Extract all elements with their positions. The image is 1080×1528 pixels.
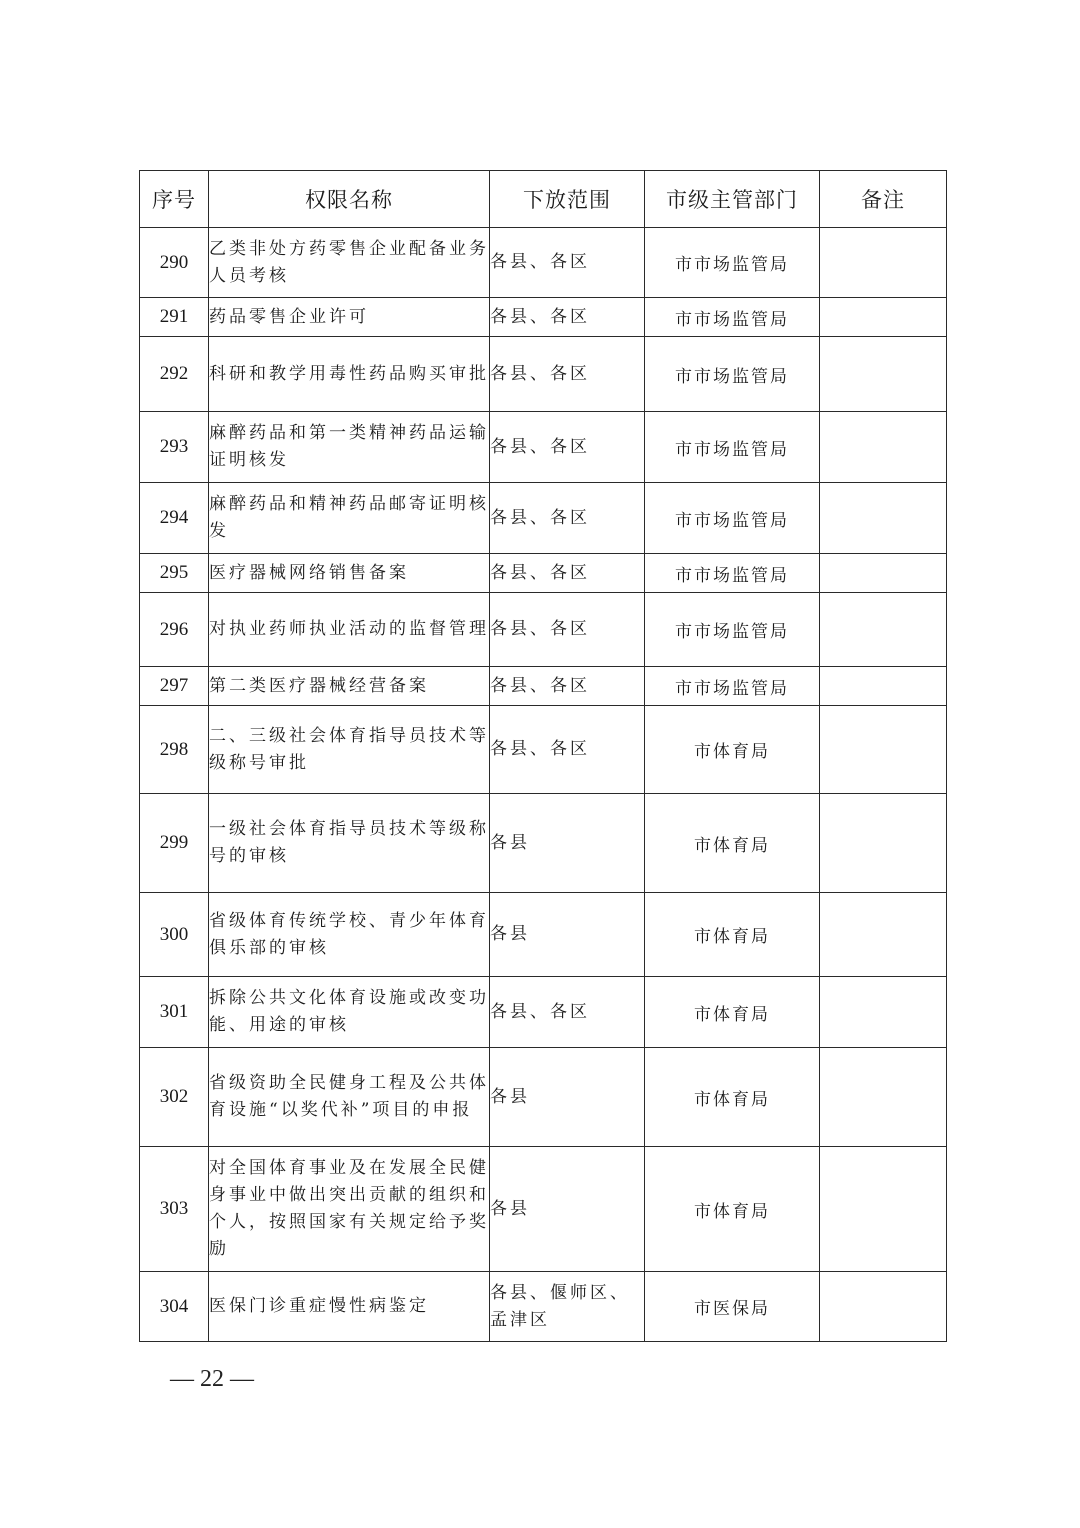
row-no: 292 bbox=[140, 337, 209, 412]
row-name: 医疗器械网络销售备案 bbox=[209, 554, 490, 593]
row-no: 304 bbox=[140, 1272, 209, 1342]
row-name: 对全国体育事业及在发展全民健身事业中做出突出贡献的组织和个人，按照国家有关规定给予奖励 bbox=[209, 1147, 490, 1272]
row-note bbox=[820, 412, 947, 483]
row-name: 麻醉药品和第一类精神药品运输证明核发 bbox=[209, 412, 490, 483]
header-note: 备注 bbox=[820, 171, 947, 228]
row-name: 省级资助全民健身工程及公共体育设施“以奖代补”项目的申报 bbox=[209, 1048, 490, 1147]
table-row bbox=[140, 1272, 947, 1342]
row-scope: 各县、各区 bbox=[490, 483, 645, 554]
table-row bbox=[140, 298, 947, 337]
row-dept: 市体育局 bbox=[645, 706, 820, 794]
row-name: 药品零售企业许可 bbox=[209, 298, 490, 337]
row-name: 麻醉药品和精神药品邮寄证明核发 bbox=[209, 483, 490, 554]
row-note bbox=[820, 794, 947, 893]
row-no: 297 bbox=[140, 667, 209, 706]
row-note bbox=[820, 977, 947, 1048]
row-name: 乙类非处方药零售企业配备业务人员考核 bbox=[209, 228, 490, 298]
row-scope: 各县、各区 bbox=[490, 554, 645, 593]
row-dept: 市市场监管局 bbox=[645, 554, 820, 593]
row-dept: 市体育局 bbox=[645, 1147, 820, 1272]
row-note bbox=[820, 228, 947, 298]
row-name: 第二类医疗器械经营备案 bbox=[209, 667, 490, 706]
row-no: 300 bbox=[140, 893, 209, 977]
row-dept: 市市场监管局 bbox=[645, 298, 820, 337]
row-dept: 市体育局 bbox=[645, 977, 820, 1048]
table-header-row bbox=[140, 171, 947, 228]
row-scope: 各县、偃师区、孟津区 bbox=[490, 1272, 645, 1342]
row-dept: 市市场监管局 bbox=[645, 593, 820, 667]
row-note bbox=[820, 1048, 947, 1147]
row-scope: 各县、各区 bbox=[490, 977, 645, 1048]
row-name: 拆除公共文化体育设施或改变功能、用途的审核 bbox=[209, 977, 490, 1048]
row-no: 293 bbox=[140, 412, 209, 483]
row-no: 290 bbox=[140, 228, 209, 298]
row-dept: 市体育局 bbox=[645, 794, 820, 893]
row-name: 医保门诊重症慢性病鉴定 bbox=[209, 1272, 490, 1342]
row-no: 299 bbox=[140, 794, 209, 893]
row-dept: 市市场监管局 bbox=[645, 337, 820, 412]
row-dept: 市市场监管局 bbox=[645, 667, 820, 706]
table-row bbox=[140, 706, 947, 794]
row-note bbox=[820, 1147, 947, 1272]
row-name: 科研和教学用毒性药品购买审批 bbox=[209, 337, 490, 412]
row-note bbox=[820, 483, 947, 554]
table-row bbox=[140, 1147, 947, 1272]
row-scope: 各县、各区 bbox=[490, 667, 645, 706]
table-row bbox=[140, 554, 947, 593]
row-note bbox=[820, 667, 947, 706]
table-row bbox=[140, 483, 947, 554]
table-row bbox=[140, 667, 947, 706]
row-scope: 各县 bbox=[490, 1048, 645, 1147]
row-name: 一级社会体育指导员技术等级称号的审核 bbox=[209, 794, 490, 893]
row-note bbox=[820, 554, 947, 593]
row-scope: 各县、各区 bbox=[490, 412, 645, 483]
header-name: 权限名称 bbox=[209, 171, 490, 228]
header-no: 序号 bbox=[140, 171, 209, 228]
row-name: 对执业药师执业活动的监督管理 bbox=[209, 593, 490, 667]
row-name: 二、三级社会体育指导员技术等级称号审批 bbox=[209, 706, 490, 794]
row-dept: 市市场监管局 bbox=[645, 228, 820, 298]
row-no: 302 bbox=[140, 1048, 209, 1147]
table-row bbox=[140, 593, 947, 667]
row-note bbox=[820, 893, 947, 977]
row-no: 291 bbox=[140, 298, 209, 337]
row-no: 303 bbox=[140, 1147, 209, 1272]
table-row bbox=[140, 977, 947, 1048]
table-row bbox=[140, 794, 947, 893]
row-no: 296 bbox=[140, 593, 209, 667]
row-scope: 各县、各区 bbox=[490, 706, 645, 794]
page-number: — 22 — bbox=[170, 1366, 254, 1392]
row-dept: 市医保局 bbox=[645, 1272, 820, 1342]
row-scope: 各县、各区 bbox=[490, 228, 645, 298]
header-scope: 下放范围 bbox=[490, 171, 645, 228]
row-note bbox=[820, 298, 947, 337]
row-no: 301 bbox=[140, 977, 209, 1048]
table-row bbox=[140, 337, 947, 412]
row-dept: 市体育局 bbox=[645, 1048, 820, 1147]
row-no: 294 bbox=[140, 483, 209, 554]
table-row bbox=[140, 412, 947, 483]
row-name: 省级体育传统学校、青少年体育俱乐部的审核 bbox=[209, 893, 490, 977]
table-row bbox=[140, 893, 947, 977]
row-scope: 各县、各区 bbox=[490, 593, 645, 667]
row-note bbox=[820, 593, 947, 667]
row-note bbox=[820, 1272, 947, 1342]
row-dept: 市市场监管局 bbox=[645, 483, 820, 554]
row-no: 298 bbox=[140, 706, 209, 794]
row-scope: 各县、各区 bbox=[490, 337, 645, 412]
row-scope: 各县 bbox=[490, 794, 645, 893]
authority-table bbox=[139, 170, 947, 1342]
row-no: 295 bbox=[140, 554, 209, 593]
table-row bbox=[140, 1048, 947, 1147]
row-note bbox=[820, 706, 947, 794]
row-dept: 市体育局 bbox=[645, 893, 820, 977]
table-row bbox=[140, 228, 947, 298]
row-dept: 市市场监管局 bbox=[645, 412, 820, 483]
header-dept: 市级主管部门 bbox=[645, 171, 820, 228]
row-scope: 各县、各区 bbox=[490, 298, 645, 337]
row-scope: 各县 bbox=[490, 893, 645, 977]
row-note bbox=[820, 337, 947, 412]
row-scope: 各县 bbox=[490, 1147, 645, 1272]
